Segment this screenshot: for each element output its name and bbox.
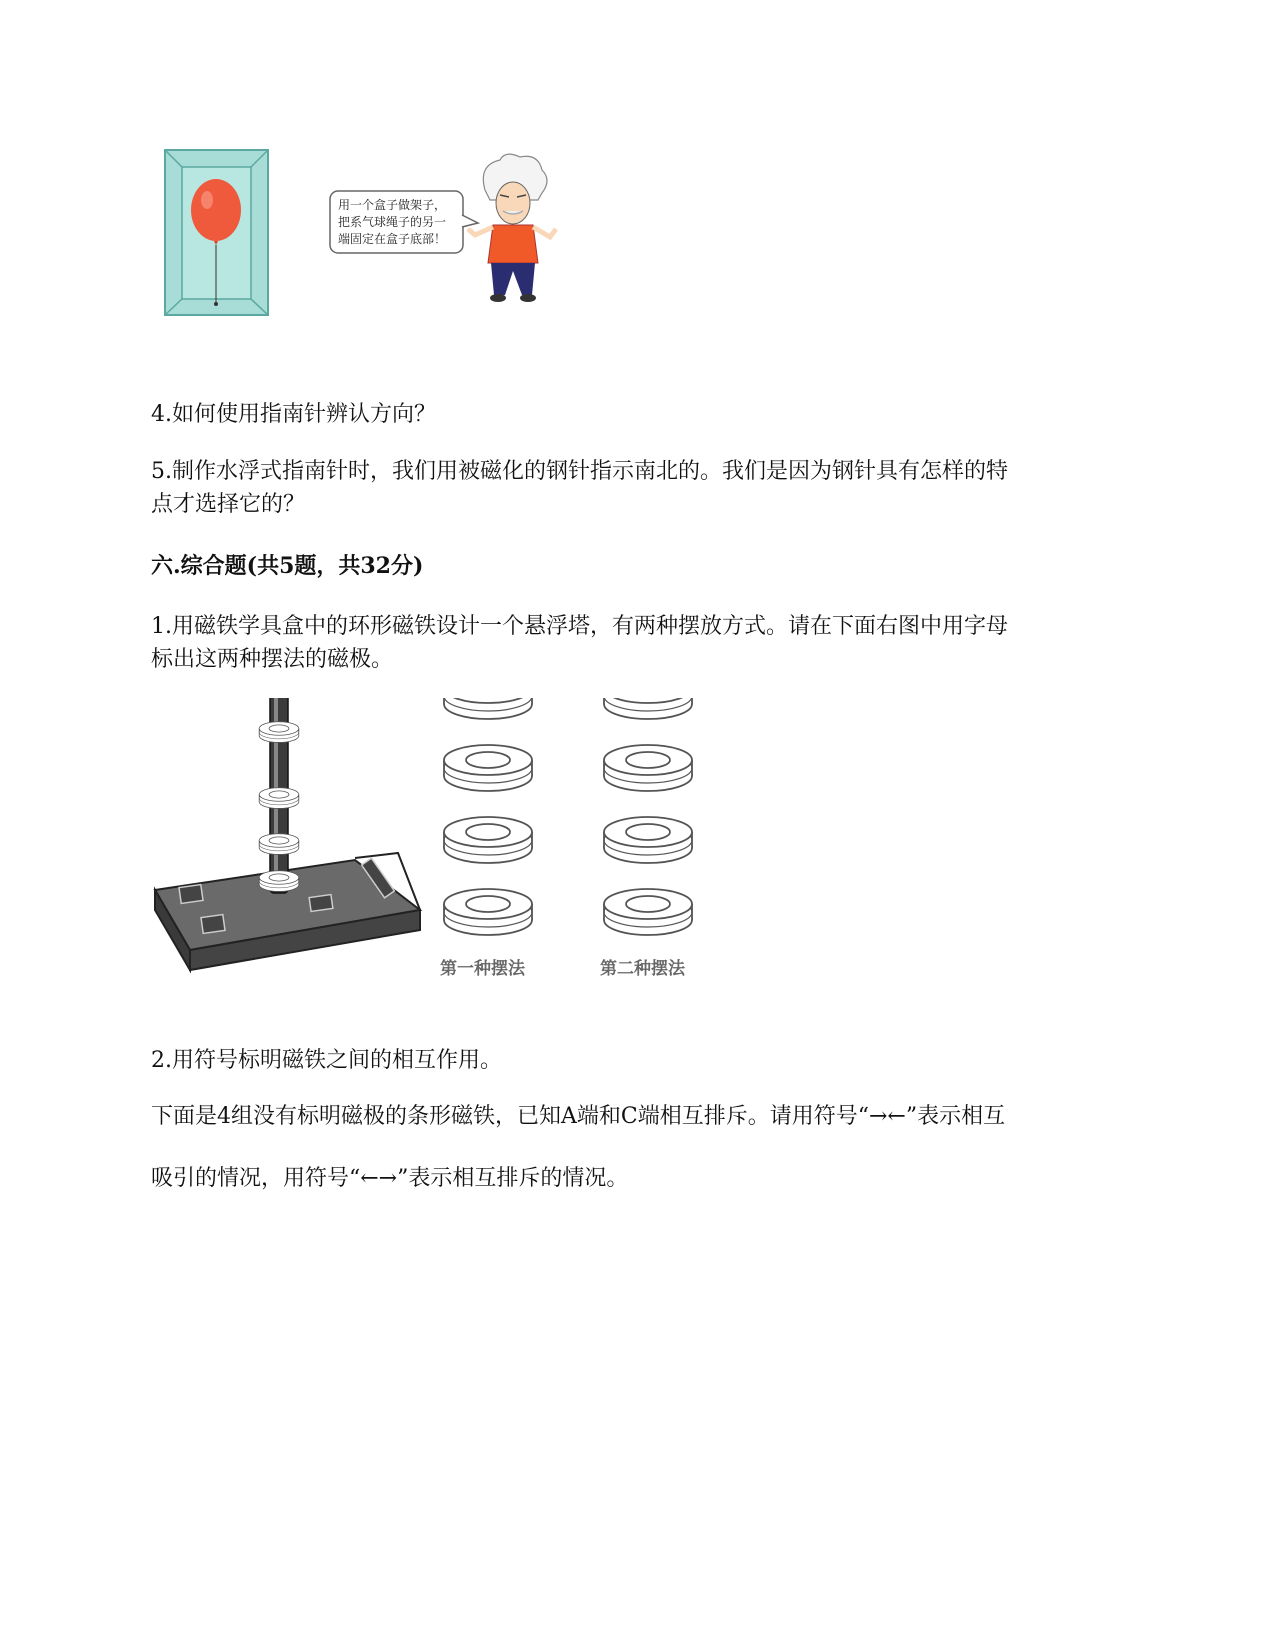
section-6-q2-line-2: 吸引的情况，用符号“←→”表示相互排斥的情况。	[151, 1166, 629, 1191]
section-6-q1-line-1: 1.用磁铁学具盒中的环形磁铁设计一个悬浮塔，有两种摆放方式。请在下面右图中用字母	[151, 614, 1008, 639]
scientist-figure	[468, 154, 556, 302]
ring-stack-first	[444, 698, 532, 935]
speech-bubble	[330, 191, 478, 253]
ring-stack-second	[604, 698, 692, 935]
speech-line-1: 用一个盒子做架子，	[338, 198, 447, 212]
section-6-q2-line-1: 下面是4组没有标明磁极的条形磁铁，已知A端和C端相互排斥。请用符号“→←”表示相互	[151, 1104, 1006, 1129]
speech-line-2: 把系气球绳子的另一	[338, 215, 447, 229]
caption-first-arrangement: 第一种摆法	[440, 959, 525, 979]
question-5-line-1: 5.制作水浮式指南针时，我们用被磁化的钢针指示南北的。我们是因为钢针具有怎样的特	[151, 459, 1008, 484]
speech-line-3: 端固定在盒子底部！	[338, 232, 447, 246]
section-6-heading: 六.综合题(共5题，共32分)	[151, 553, 424, 579]
section-6-q1-line-2: 标出这两种摆法的磁极。	[151, 647, 394, 672]
section-6-q2-title: 2.用符号标明磁铁之间的相互作用。	[151, 1048, 502, 1073]
question-5-line-2: 点才选择它的？	[151, 492, 306, 517]
caption-second-arrangement: 第二种摆法	[600, 959, 685, 979]
levitation-tower-figure	[150, 698, 750, 1018]
question-4: 4.如何使用指南针辨认方向？	[151, 402, 436, 427]
balloon-box-figure	[160, 145, 580, 325]
